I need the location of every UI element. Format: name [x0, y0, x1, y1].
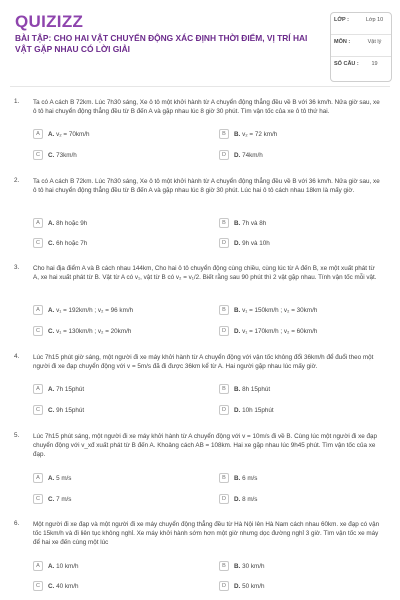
- option-c[interactable]: C C. v₁ = 130km/h ; v₂ = 20km/h: [33, 325, 131, 337]
- option-letter-box: D: [219, 405, 229, 415]
- meta-subject-label: MÔN :: [334, 39, 351, 45]
- question-text: Cho hai địa điểm A và B cách nhau 144km, Cho hai ô tô chuyển động cùng chiều, cùng lúc từ A đến B, xe một xuất phát từ A, xe hai xuất phát từ B. Vật từ A có v₁, vật từ B có v₂ = v₁/2. Biết rằng sau 90 phút thì 2 vật gặp nhau. Tính vận tốc mỗi vật.: [33, 265, 377, 282]
- option-b[interactable]: B B. 8h 15phút: [219, 383, 270, 395]
- option-letter-box: C: [33, 150, 43, 160]
- option-letter-box: A: [33, 218, 43, 228]
- option-c[interactable]: C C. 40 km/h: [33, 580, 78, 592]
- option-letter-box: D: [219, 494, 229, 504]
- option-letter-box: A: [33, 384, 43, 394]
- option-letter-box: B: [219, 561, 229, 571]
- option-a[interactable]: A A. v₂ = 70km/h: [33, 128, 89, 140]
- option-d[interactable]: D D. 10h 15phút: [219, 404, 274, 416]
- meta-subject-row: [331, 35, 391, 57]
- option-letter-box: D: [219, 238, 229, 248]
- option-letter-box: C: [33, 405, 43, 415]
- option-letter-box: B: [219, 305, 229, 315]
- option-a[interactable]: A A. 7h 15phút: [33, 383, 84, 395]
- option-d[interactable]: D D. 74km/h: [219, 149, 263, 161]
- question-number: 2.: [14, 177, 20, 184]
- meta-class-row: [331, 13, 391, 35]
- option-b[interactable]: B B. v₁ = 150km/h ; v₂ = 30km/h: [219, 304, 317, 316]
- option-letter-box: B: [219, 384, 229, 394]
- option-a[interactable]: A A. 8h hoặc 9h: [33, 217, 87, 229]
- option-b[interactable]: B B. v₂ = 72 km/h: [219, 128, 277, 140]
- option-letter-box: A: [33, 561, 43, 571]
- question-text: Lúc 7h15 phút giờ sáng, một người đi xe máy khởi hành từ A chuyển động với vận tốc không đổi 36km/h để đuổi theo một người đi xe đạp chuyển động với v = 5m/s đã đi được 36km kể từ A. Hai người gặp nhau lúc mấy giờ.: [33, 354, 374, 371]
- question-number: 5.: [14, 432, 20, 439]
- option-c[interactable]: C C. 7 m/s: [33, 493, 71, 505]
- option-b[interactable]: B B. 6 m/s: [219, 472, 257, 484]
- option-letter-box: D: [219, 581, 229, 591]
- question-text: Ta có A cách B 72km. Lúc 7h30 sáng, Xe ô tô một khởi hành từ A chuyển động thẳng đều về B với 36 km/h. Nửa giờ sau, xe ô tô hai chuyển động thẳng đều từ B đến A và gặp nhau lúc 8 giờ 30 phút. Tìm vận tốc của xe ô tô thứ hai.: [33, 99, 380, 116]
- meta-box: [330, 12, 392, 82]
- quizizz-logo: QUIZIZZ: [15, 12, 84, 31]
- option-a[interactable]: A A. v₁ = 192km/h ; v₂ = 96 km/h: [33, 304, 133, 316]
- option-letter-box: B: [219, 218, 229, 228]
- question-number: 3.: [14, 264, 20, 271]
- question-number: 1.: [14, 98, 20, 105]
- meta-subject-value: Vật lý: [367, 39, 382, 45]
- question-number: 4.: [14, 353, 20, 360]
- option-a[interactable]: A A. 10 km/h: [33, 560, 78, 572]
- question-text: Ta có A cách B 72km. Lúc 7h30 sáng, Xe ô tô một khởi hành từ A chuyển động thẳng đều về B với 36 km/h. Nửa giờ sau, xe ô tô hai chuyển động thẳng đều từ B đến A và gặp nhau lúc 8 giờ 30 phút. Lúc hai ô tô cách nhau 18km là mấy giờ.: [33, 178, 380, 195]
- question-number: 6.: [14, 520, 20, 527]
- question-text: Một người đi xe đạp và một người đi xe máy chuyển động thẳng đều từ Hà Nội lên Hà Nam cách nhau 60km. xe đạp có vận tốc 15km/h và đi liên tục không nghỉ. Xe máy khởi hành sớm hơn một giờ nhưng dọc đường nghỉ 3 giờ. Tìm vận tốc xe máy để hai xe đến cùng một lúc: [33, 521, 380, 547]
- meta-class-value: Lớp 10: [365, 17, 384, 23]
- option-d[interactable]: D D. 50 km/h: [219, 580, 264, 592]
- option-letter-box: C: [33, 326, 43, 336]
- question-text: Lúc 7h15 phút sáng, một người đi xe máy khởi hành từ A chuyển động với v = 10m/s đi về B. Cùng lúc một người đi xe đạp chuyển động với v_xđ xuất phát từ B đến A. Khoảng cách AB = 108km. Hai xe gặp nhau lúc 9h45 phút. Tìm vận tốc của xe đạp.: [33, 433, 378, 459]
- meta-class-label: LỚP :: [334, 17, 349, 23]
- option-letter-box: C: [33, 494, 43, 504]
- option-letter-box: B: [219, 129, 229, 139]
- option-b[interactable]: B B. 7h và 8h: [219, 217, 266, 229]
- header-divider: [10, 86, 390, 87]
- option-letter-box: B: [219, 473, 229, 483]
- worksheet-title: BÀI TẬP: CHO HAI VẬT CHUYỂN ĐỘNG XÁC ĐỊNH THỜI ĐIỂM, VỊ TRÍ HAI VẬT GẶP NHAU CÓ LỜI GIẢI: [15, 33, 308, 54]
- option-letter-box: A: [33, 305, 43, 315]
- option-letter-box: C: [33, 581, 43, 591]
- option-c[interactable]: C C. 9h 15phút: [33, 404, 84, 416]
- option-c[interactable]: C C. 6h hoặc 7h: [33, 237, 87, 249]
- option-d[interactable]: D D. 8 m/s: [219, 493, 257, 505]
- option-a[interactable]: A A. 5 m/s: [33, 472, 71, 484]
- meta-count-label: SỐ CÂU :: [334, 61, 359, 67]
- option-letter-box: A: [33, 473, 43, 483]
- option-letter-box: D: [219, 326, 229, 336]
- option-b[interactable]: B B. 30 km/h: [219, 560, 264, 572]
- option-d[interactable]: D D. v₁ = 170km/h ; v₂ = 60km/h: [219, 325, 317, 337]
- option-letter-box: A: [33, 129, 43, 139]
- option-letter-box: D: [219, 150, 229, 160]
- meta-count-value: 19: [371, 61, 378, 67]
- option-d[interactable]: D D. 9h và 10h: [219, 237, 270, 249]
- meta-count-row: [331, 57, 391, 79]
- option-c[interactable]: C C. 73km/h: [33, 149, 77, 161]
- option-letter-box: C: [33, 238, 43, 248]
